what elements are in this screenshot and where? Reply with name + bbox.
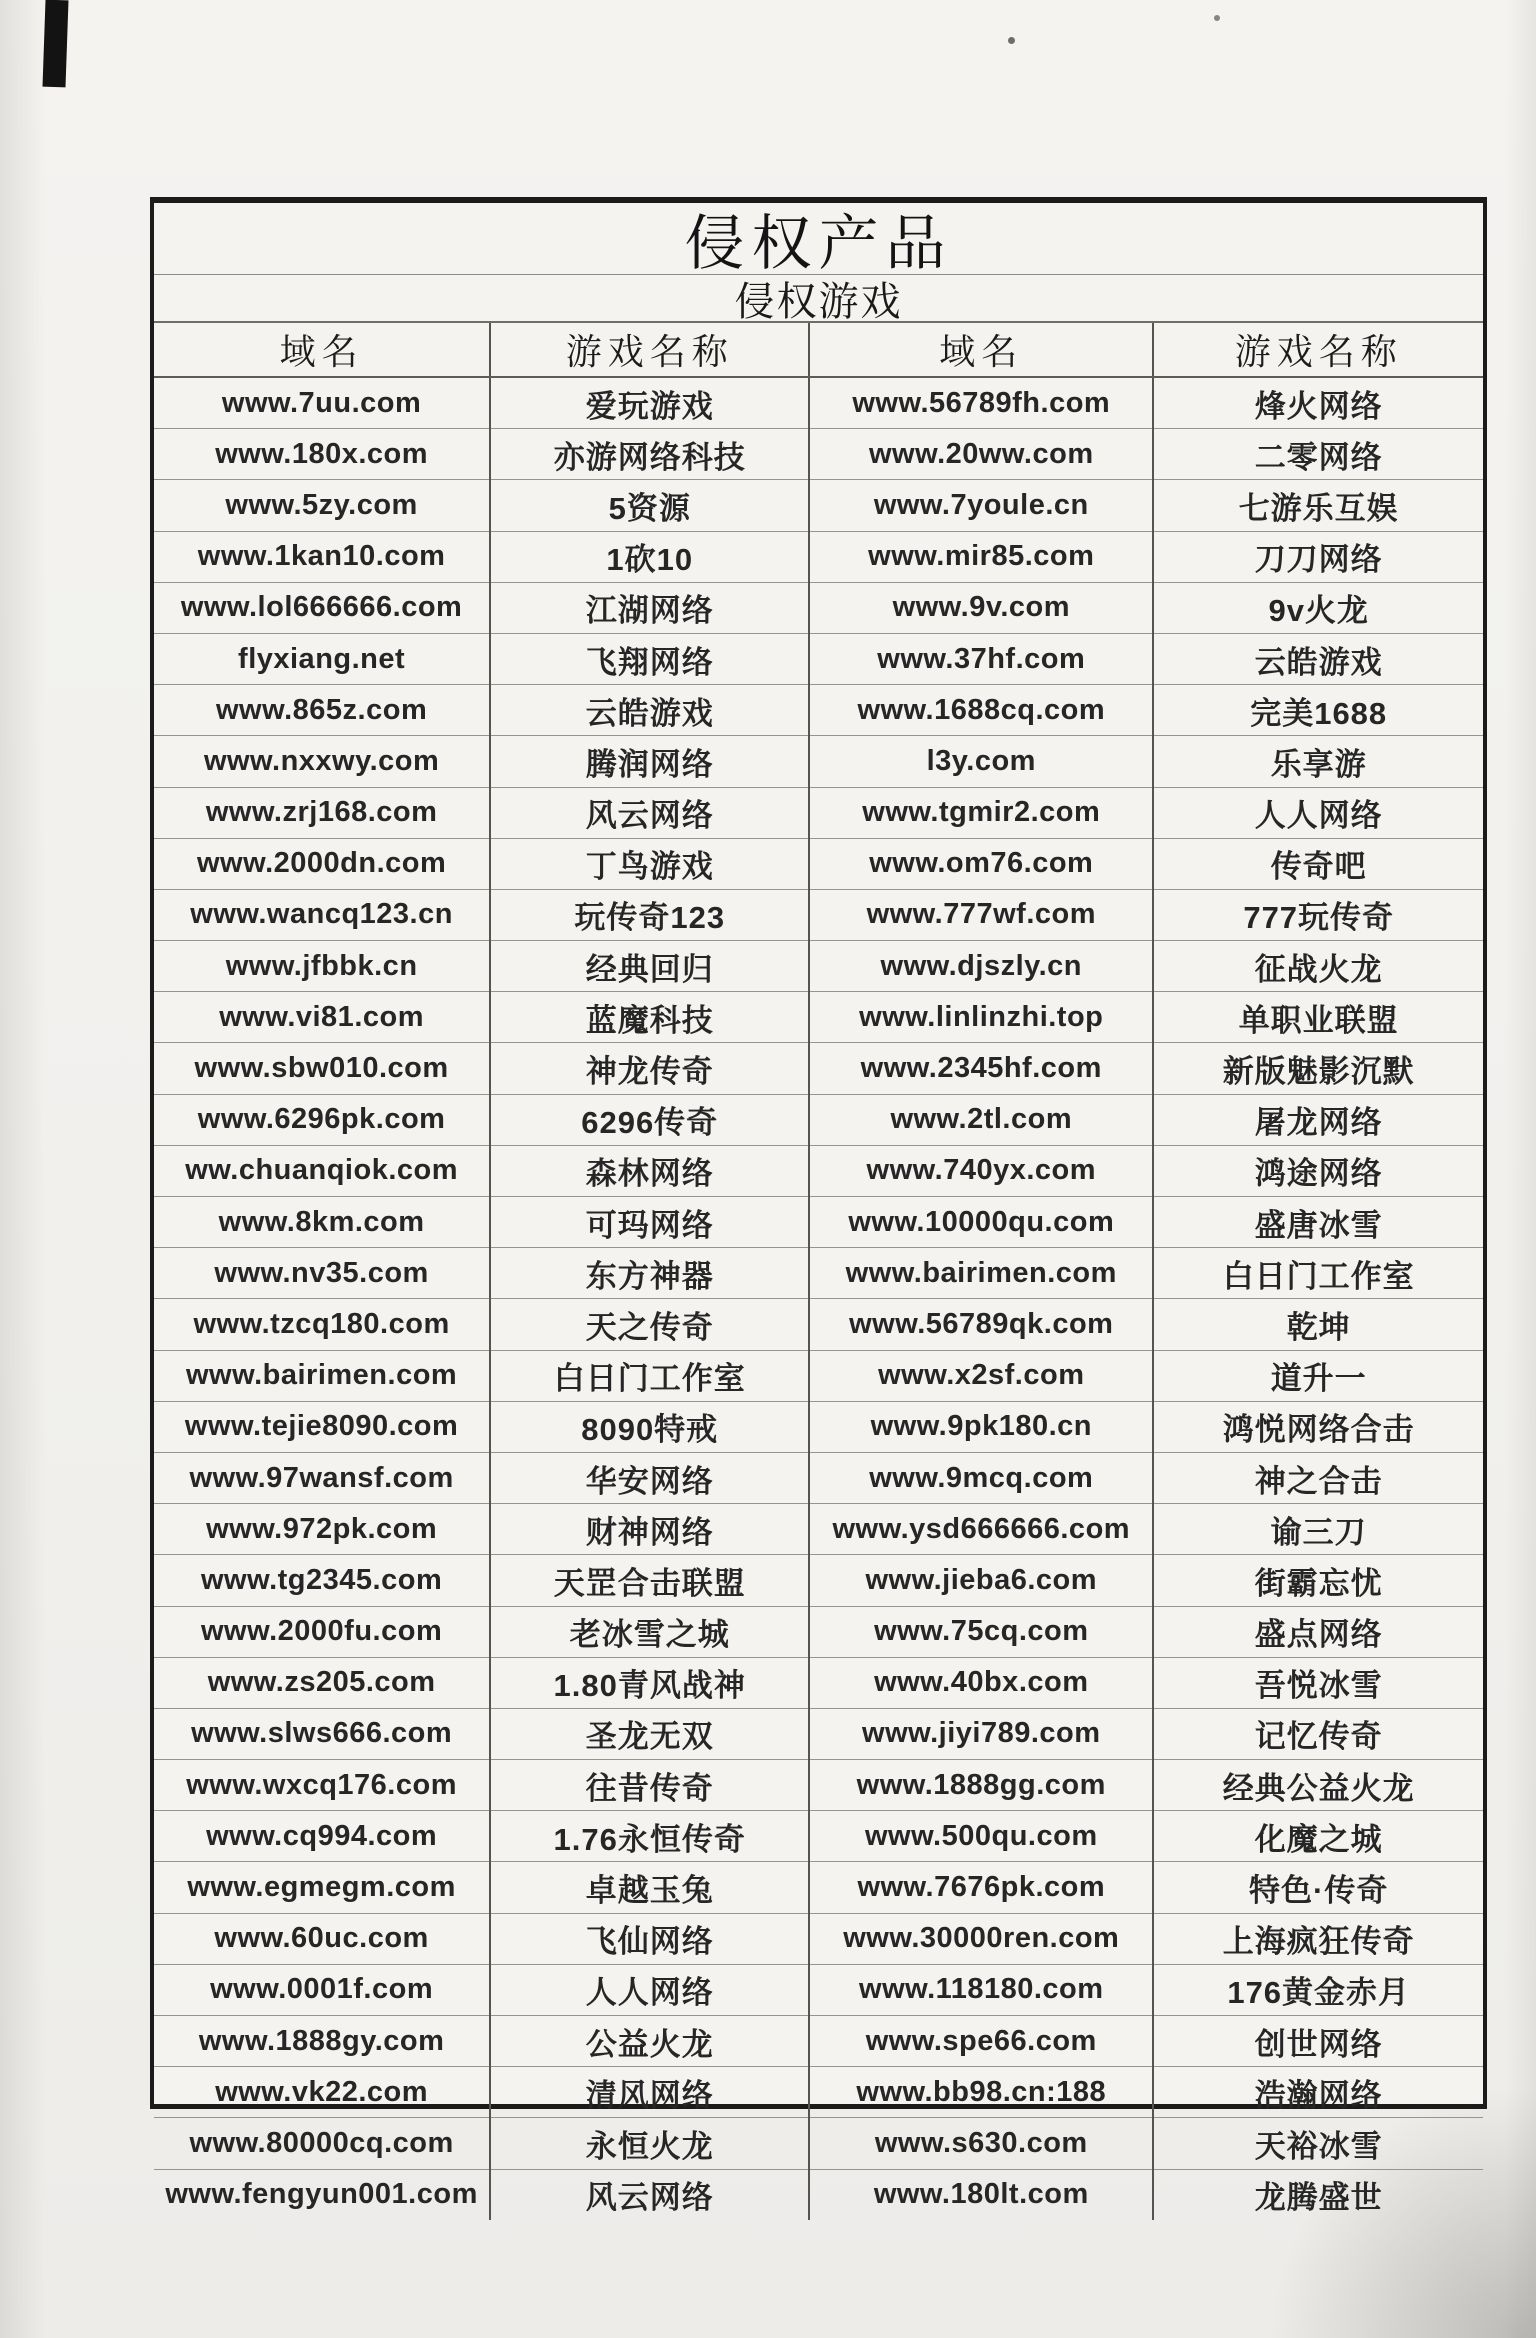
domain-cell: www.80000cq.com — [154, 2118, 490, 2169]
table-row — [154, 736, 1483, 787]
game-name-cell: 白日门工作室 — [490, 1350, 809, 1401]
domain-cell: www.om76.com — [809, 838, 1153, 889]
table-row — [154, 2169, 1483, 2220]
game-name-cell: 5资源 — [490, 480, 809, 531]
games-table — [154, 323, 1483, 2220]
table-row — [154, 1964, 1483, 2015]
game-name-cell: 鸿途网络 — [1153, 1145, 1483, 1196]
table-row — [154, 1760, 1483, 1811]
game-name-cell: 乾坤 — [1153, 1299, 1483, 1350]
game-name-cell: 二零网络 — [1153, 429, 1483, 480]
domain-cell: www.lol666666.com — [154, 582, 490, 633]
domain-cell: www.6296pk.com — [154, 1094, 490, 1145]
table-row — [154, 1145, 1483, 1196]
column-header-domain-left: 域名 — [154, 323, 490, 377]
domain-cell: www.2345hf.com — [809, 1043, 1153, 1094]
infringing-products-table — [150, 197, 1487, 2216]
domain-cell: www.10000qu.com — [809, 1197, 1153, 1248]
domain-cell: www.zs205.com — [154, 1657, 490, 1708]
game-name-cell: 飞翔网络 — [490, 633, 809, 684]
game-name-cell: 创世网络 — [1153, 2016, 1483, 2067]
domain-cell: www.nv35.com — [154, 1248, 490, 1299]
domain-cell: www.500qu.com — [809, 1811, 1153, 1862]
domain-cell: www.9v.com — [809, 582, 1153, 633]
game-name-cell: 6296传奇 — [490, 1094, 809, 1145]
domain-cell: www.972pk.com — [154, 1504, 490, 1555]
domain-cell: www.1888gy.com — [154, 2016, 490, 2067]
game-name-cell: 人人网络 — [490, 1964, 809, 2015]
column-header-game-left: 游戏名称 — [490, 323, 809, 377]
domain-cell: www.zrj168.com — [154, 787, 490, 838]
game-name-cell: 华安网络 — [490, 1452, 809, 1503]
domain-cell: www.75cq.com — [809, 1606, 1153, 1657]
domain-cell: www.1kan10.com — [154, 531, 490, 582]
domain-cell: www.1888gg.com — [809, 1760, 1153, 1811]
domain-cell: www.tgmir2.com — [809, 787, 1153, 838]
game-name-cell: 人人网络 — [1153, 787, 1483, 838]
table-row — [154, 1401, 1483, 1452]
domain-cell: www.30000ren.com — [809, 1913, 1153, 1964]
game-name-cell: 征战火龙 — [1153, 941, 1483, 992]
domain-cell: www.20ww.com — [809, 429, 1153, 480]
game-name-cell: 圣龙无双 — [490, 1708, 809, 1759]
domain-cell: www.bairimen.com — [154, 1350, 490, 1401]
domain-cell: www.7676pk.com — [809, 1862, 1153, 1913]
game-name-cell: 传奇吧 — [1153, 838, 1483, 889]
game-name-cell: 天裕冰雪 — [1153, 2118, 1483, 2169]
game-name-cell: 天罡合击联盟 — [490, 1555, 809, 1606]
scan-artifact-bar — [42, 0, 68, 87]
game-name-cell: 白日门工作室 — [1153, 1248, 1483, 1299]
game-name-cell: 176黄金赤月 — [1153, 1964, 1483, 2015]
game-name-cell: 腾润网络 — [490, 736, 809, 787]
domain-cell: www.wancq123.cn — [154, 889, 490, 940]
game-name-cell: 往昔传奇 — [490, 1760, 809, 1811]
game-name-cell: 浩瀚网络 — [1153, 2067, 1483, 2118]
game-name-cell: 七游乐互娱 — [1153, 480, 1483, 531]
domain-cell: www.777wf.com — [809, 889, 1153, 940]
table-row — [154, 1299, 1483, 1350]
game-name-cell: 特色·传奇 — [1153, 1862, 1483, 1913]
table-row — [154, 838, 1483, 889]
domain-cell: www.2tl.com — [809, 1094, 1153, 1145]
game-name-cell: 上海疯狂传奇 — [1153, 1913, 1483, 1964]
game-name-cell: 天之传奇 — [490, 1299, 809, 1350]
domain-cell: www.9pk180.cn — [809, 1401, 1153, 1452]
game-name-cell: 风云网络 — [490, 787, 809, 838]
domain-cell: www.bb98.cn:188 — [809, 2067, 1153, 2118]
game-name-cell: 神之合击 — [1153, 1452, 1483, 1503]
game-name-cell: 单职业联盟 — [1153, 992, 1483, 1043]
game-name-cell: 卓越玉兔 — [490, 1862, 809, 1913]
game-name-cell: 经典公益火龙 — [1153, 1760, 1483, 1811]
game-name-cell: 东方神器 — [490, 1248, 809, 1299]
game-name-cell: 8090特戒 — [490, 1401, 809, 1452]
table-row — [154, 941, 1483, 992]
game-name-cell: 刀刀网络 — [1153, 531, 1483, 582]
domain-cell: www.9mcq.com — [809, 1452, 1153, 1503]
game-name-cell: 9v火龙 — [1153, 582, 1483, 633]
domain-cell: www.spe66.com — [809, 2016, 1153, 2067]
game-name-cell: 新版魅影沉默 — [1153, 1043, 1483, 1094]
domain-cell: www.nxxwy.com — [154, 736, 490, 787]
game-name-cell: 森林网络 — [490, 1145, 809, 1196]
game-name-cell: 记忆传奇 — [1153, 1708, 1483, 1759]
game-name-cell: 可玛网络 — [490, 1197, 809, 1248]
domain-cell: www.sbw010.com — [154, 1043, 490, 1094]
table-row — [154, 1708, 1483, 1759]
header-row — [154, 323, 1483, 377]
table-row — [154, 429, 1483, 480]
domain-cell: www.5zy.com — [154, 480, 490, 531]
domain-cell: www.wxcq176.com — [154, 1760, 490, 1811]
table-row — [154, 1657, 1483, 1708]
domain-cell: www.0001f.com — [154, 1964, 490, 2015]
game-name-cell: 1.76永恒传奇 — [490, 1811, 809, 1862]
game-name-cell: 清风网络 — [490, 2067, 809, 2118]
game-name-cell: 盛点网络 — [1153, 1606, 1483, 1657]
game-name-cell: 玩传奇123 — [490, 889, 809, 940]
column-header-game-right: 游戏名称 — [1153, 323, 1483, 377]
game-name-cell: 公益火龙 — [490, 2016, 809, 2067]
game-name-cell: 道升一 — [1153, 1350, 1483, 1401]
game-name-cell: 云皓游戏 — [1153, 633, 1483, 684]
game-name-cell: 1.80青风战神 — [490, 1657, 809, 1708]
table-row — [154, 1197, 1483, 1248]
table-row — [154, 889, 1483, 940]
game-name-cell: 街霸忘忧 — [1153, 1555, 1483, 1606]
domain-cell: www.7uu.com — [221, 386, 422, 419]
table-row — [154, 685, 1483, 736]
domain-cell: www.bairimen.com — [809, 1248, 1153, 1299]
game-name-cell: 烽火网络 — [1153, 377, 1483, 429]
table-row — [154, 2118, 1483, 2169]
game-name-cell: 神龙传奇 — [490, 1043, 809, 1094]
domain-cell: www.vk22.com — [154, 2067, 490, 2118]
table-row — [154, 531, 1483, 582]
game-name-cell: 云皓游戏 — [490, 685, 809, 736]
table-row — [154, 1913, 1483, 1964]
domain-cell: www.60uc.com — [154, 1913, 490, 1964]
scan-artifact-dot — [1214, 15, 1220, 21]
domain-cell: www.7youle.cn — [809, 480, 1153, 531]
domain-cell: l3y.com — [809, 736, 1153, 787]
table-row — [154, 1094, 1483, 1145]
domain-cell: www.97wansf.com — [154, 1452, 490, 1503]
game-name-cell: 飞仙网络 — [490, 1913, 809, 1964]
table-row — [154, 1555, 1483, 1606]
game-name-cell: 财神网络 — [490, 1504, 809, 1555]
game-name-cell: 鸿悦网络合击 — [1153, 1401, 1483, 1452]
domain-cell: www.56789qk.com — [809, 1299, 1153, 1350]
table-row — [154, 1248, 1483, 1299]
game-name-cell: 化魔之城 — [1153, 1811, 1483, 1862]
domain-cell: www.mir85.com — [809, 531, 1153, 582]
domain-cell: www.8km.com — [154, 1197, 490, 1248]
domain-cell: www.56789fh.com — [809, 377, 1153, 429]
domain-cell: www.865z.com — [154, 685, 490, 736]
table-body — [154, 377, 1483, 2220]
game-name-cell: 蓝魔科技 — [490, 992, 809, 1043]
domain-cell: www.fengyun001.com — [154, 2169, 490, 2220]
game-name-cell: 屠龙网络 — [1153, 1094, 1483, 1145]
table-row — [154, 1350, 1483, 1401]
column-header-domain-right: 域名 — [809, 323, 1153, 377]
domain-cell: www.djszly.cn — [809, 941, 1153, 992]
game-name-cell: 老冰雪之城 — [490, 1606, 809, 1657]
table-row — [154, 1811, 1483, 1862]
domain-cell: flyxiang.net — [154, 633, 490, 684]
domain-cell: www.740yx.com — [809, 1145, 1153, 1196]
table-row — [154, 787, 1483, 838]
domain-cell: www.tejie8090.com — [154, 1401, 490, 1452]
game-name-cell: 龙腾盛世 — [1153, 2169, 1483, 2220]
domain-cell: www.118180.com — [809, 1964, 1153, 2015]
game-name-cell: 经典回归 — [490, 941, 809, 992]
game-name-cell: 1砍10 — [490, 531, 809, 582]
table-row — [154, 1043, 1483, 1094]
game-name-cell: 吾悦冰雪 — [1153, 1657, 1483, 1708]
domain-cell: www.x2sf.com — [809, 1350, 1153, 1401]
domain-cell: www.egmegm.com — [154, 1862, 490, 1913]
domain-cell: www.cq994.com — [154, 1811, 490, 1862]
table-row — [154, 1452, 1483, 1503]
domain-cell: www.ysd666666.com — [809, 1504, 1153, 1555]
domain-cell: www.vi81.com — [154, 992, 490, 1043]
page-title: 侵权产品 — [154, 203, 1483, 275]
table-row — [154, 480, 1483, 531]
table-row — [154, 633, 1483, 684]
domain-cell: www.180x.com — [154, 429, 490, 480]
domain-cell: www.s630.com — [809, 2118, 1153, 2169]
scan-artifact-dot — [1008, 37, 1015, 44]
game-name-cell: 亦游网络科技 — [490, 429, 809, 480]
table-row — [154, 1504, 1483, 1555]
section-title: 侵权游戏 — [154, 275, 1483, 323]
domain-cell: www.jfbbk.cn — [154, 941, 490, 992]
game-name-cell: 盛唐冰雪 — [1153, 1197, 1483, 1248]
table-row — [154, 1606, 1483, 1657]
domain-cell: www.40bx.com — [809, 1657, 1153, 1708]
domain-cell: www.2000dn.com — [154, 838, 490, 889]
domain-cell: www.tg2345.com — [154, 1555, 490, 1606]
game-name-cell: 777玩传奇 — [1153, 889, 1483, 940]
domain-cell: www.180lt.com — [809, 2169, 1153, 2220]
table-row — [154, 2016, 1483, 2067]
domain-cell: www.jiyi789.com — [809, 1708, 1153, 1759]
table-row — [154, 2067, 1483, 2118]
game-name-cell: 丁鸟游戏 — [490, 838, 809, 889]
table-row — [154, 377, 1483, 429]
game-name-cell: 爱玩游戏 — [490, 377, 809, 429]
table-row — [154, 992, 1483, 1043]
domain-cell: ww.chuanqiok.com — [154, 1145, 490, 1196]
game-name-cell: 江湖网络 — [490, 582, 809, 633]
game-name-cell: 完美1688 — [1153, 685, 1483, 736]
game-name-cell: 谕三刀 — [1153, 1504, 1483, 1555]
game-name-cell: 风云网络 — [490, 2169, 809, 2220]
domain-cell: www.jieba6.com — [809, 1555, 1153, 1606]
domain-cell: www.tzcq180.com — [154, 1299, 490, 1350]
domain-cell: www.2000fu.com — [154, 1606, 490, 1657]
domain-cell: www.slws666.com — [154, 1708, 490, 1759]
table-row — [154, 582, 1483, 633]
domain-cell: www.linlinzhi.top — [809, 992, 1153, 1043]
game-name-cell: 乐享游 — [1153, 736, 1483, 787]
domain-cell: www.37hf.com — [809, 633, 1153, 684]
game-name-cell: 永恒火龙 — [490, 2118, 809, 2169]
table-row — [154, 1862, 1483, 1913]
domain-cell: www.1688cq.com — [809, 685, 1153, 736]
